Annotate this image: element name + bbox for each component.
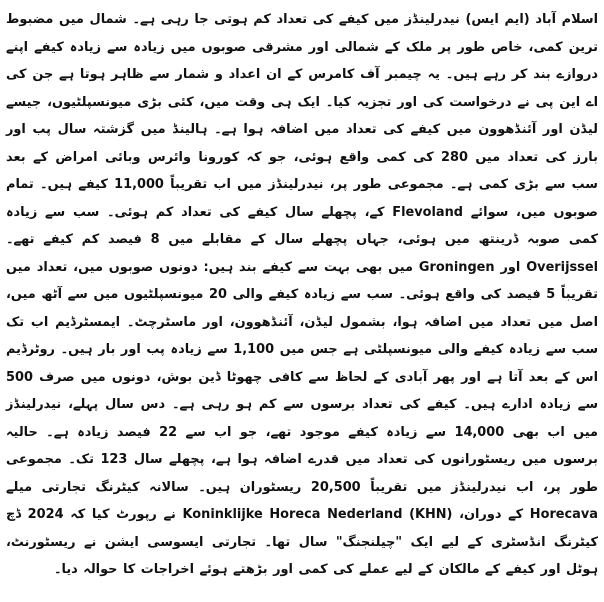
news-article [6, 6, 598, 584]
article-paragraph: اسلام آباد (ایم ایس) نیدرلینڈز میں کیفے کی تعداد کم ہوتی جا رہی ہے۔ شمال میں مضبوط ترین کمی، خاص طور پر ملک کے شمالی اور مشرقی صوبوں میں زیادہ سے زیادہ کیفے اپنے دروازے بند کر رہے ہیں۔ یہ چیمبر آف کامرس کے ان اعداد و شمار سے ظاہر ہوتا ہے جن کی اے این پی نے درخواست کی اور تجزیہ کیا۔ ایک ہی وقت میں، کئی بڑی میونسپلٹیوں، جیسے لیڈن اور آئنڈھوون میں کیفے کی تعداد میں اضافہ ہوا ہے۔ ہالینڈ میں گزشتہ سال پب اور بارز کی تعداد میں 280 کی کمی واقع ہوئی، جو کہ کورونا وائرس وبائی امراض کے بعد سب سے بڑی کمی ہے۔ مجموعی طور پر، نیدرلینڈز میں اب تقریباً 11,000 کیفے ہیں۔ تمام صوبوں میں، سوائے Flevoland کے، پچھلے سال کیفے کی تعداد کم ہوئی۔ سب سے زیادہ کمی صوبہ ڈرینتھ میں ہوئی، جہاں پچھلے سال کے مقابلے میں 8 فیصد کم کیفے تھے۔ Overijssel اور Groningen میں بھی بہت سے کیفے بند ہیں: دونوں صوبوں میں، تعداد میں تقریباً 5 فیصد کی واقع ہوئی۔ سب سے زیادہ کیفے والی 20 میونسپلٹیوں میں سے آٹھ میں، اصل میں تعداد میں اضافہ ہوا، بشمول لیڈن، آئنڈھوون، اور ماسٹرچٹ۔ ایمسٹرڈیم اب تک سب سے زیادہ کیفے والی میونسپلٹی ہے جس میں 1,100 سے زیادہ پب اور بار ہیں۔ روٹرڈیم اس کے بعد آتا ہے اور پھر آبادی کے لحاظ سے کافی چھوٹا ڈین بوش، دونوں میں صرف 500 سے زیادہ ادارے ہیں۔ کیفے کی تعداد برسوں سے کم ہو رہی ہے۔ دس سال پہلے، نیدرلینڈز میں اب بھی 14,000 سے زیادہ کیفے موجود تھے، جو اب سے 22 فیصد زیادہ ہے۔ حالیہ برسوں میں ریسٹورانوں کی تعداد میں قدرے اضافہ ہوا ہے، پچھلے سال 123 تک۔ مجموعی طور پر، اب نیدرلینڈز میں تقریباً 20,500 ریسٹوران ہیں۔ سالانہ کیٹرنگ تجارتی میلے Horecava کے دوران، Koninklijke Horeca Nederland (KHN) نے رپورٹ کیا کہ 2024 ڈچ کیٹرنگ انڈسٹری کے لیے ایک "چیلنجنگ" سال تھا۔ تجارتی ایسوسی ایشن نے ریسٹورنٹ، ہوٹل اور کیفے کے مالکان کے لیے عملے کی کمی اور بڑھتے ہوئے اخراجات کا حوالہ دیا۔ [6, 12, 599, 577]
